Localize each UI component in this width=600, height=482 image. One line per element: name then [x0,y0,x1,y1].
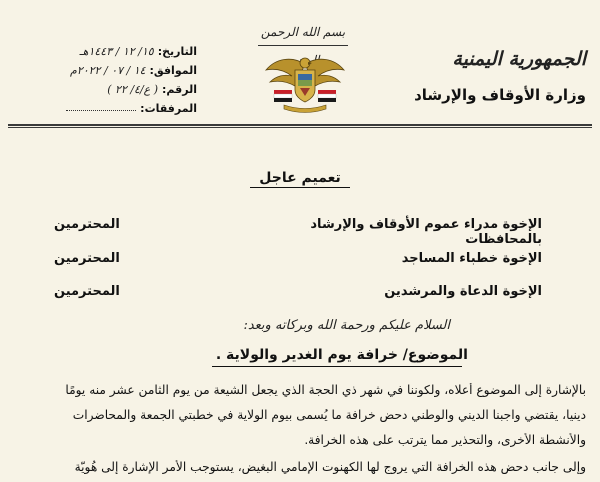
attachments-blank-line [66,99,136,111]
handwritten-greeting: السلام عليكم ورحمة الله وبركاته وبعد: [243,318,450,333]
reference-value: ( ع/٤/ ٢٢ ) [107,83,159,96]
recipient-line: الإخوة الدعاة والمرشدين [384,284,542,299]
circular-title: تعميم عاجل [250,170,350,188]
body-paragraph-line: وإلى جانب دحض هذه الخرافة التي يروج لها الكهنوت الإمامي البغيض، يستوجب الأمر الإشارة إلى هُويّة [74,460,586,474]
recipient-line: الإخوة خطباء المساجد [401,251,542,266]
date-label: التاريخ: [157,45,197,58]
corresponding-label: الموافق: [149,64,197,77]
recipient-honorific: المحترمين [54,251,120,266]
reference-label: الرقم: [162,83,197,96]
recipient-honorific: المحترمين [54,217,120,232]
republic-name: الجمهورية اليمنية [452,48,586,70]
subject-underline [212,366,462,367]
date-value: ١٥/ ١٢ / ١٤٤٣هـ [79,45,154,58]
corresponding-row [22,61,197,80]
ministry-name: وزارة الأوقاف والإرشاد [414,86,586,104]
body-paragraph-line: بالإشارة إلى الموضوع أعلاه، ولكوننا في شهر ذي الحجة الذي يجعل الشيعة من يوم الثامن عشر منه يومًا [65,383,586,397]
attachments-row [22,99,197,118]
body-paragraph-line: والأنشطة الأخرى، والتحذير مما يترتب على هذه الخرافة. [304,433,586,447]
header-divider [8,124,592,128]
body-paragraph-line: دينيا، يقتضي واجبنا الديني والوطني دحض خرافة ما يُسمى بيوم الولاية في خطبتي الجمعة والمحاضرات [72,408,586,422]
attachments-label: المرفقات: [140,102,197,115]
letter-metadata [22,42,197,118]
basmala-calligraphy: بسم الله الرحمن [258,18,348,46]
corresponding-value: ١٤ / ٠٧ / ٢٠٢٢م [70,64,146,77]
yemen-eagle-emblem-icon [262,50,348,114]
reference-row [22,80,197,99]
recipient-line: الإخوة مدراء عموم الأوقاف والإرشاد بالمحافظات [310,217,542,247]
recipient-honorific: المحترمين [54,284,120,299]
subject-line: الموضوع/ خرافة يوم الغدير والولاية . [215,347,468,363]
date-row [22,42,197,61]
